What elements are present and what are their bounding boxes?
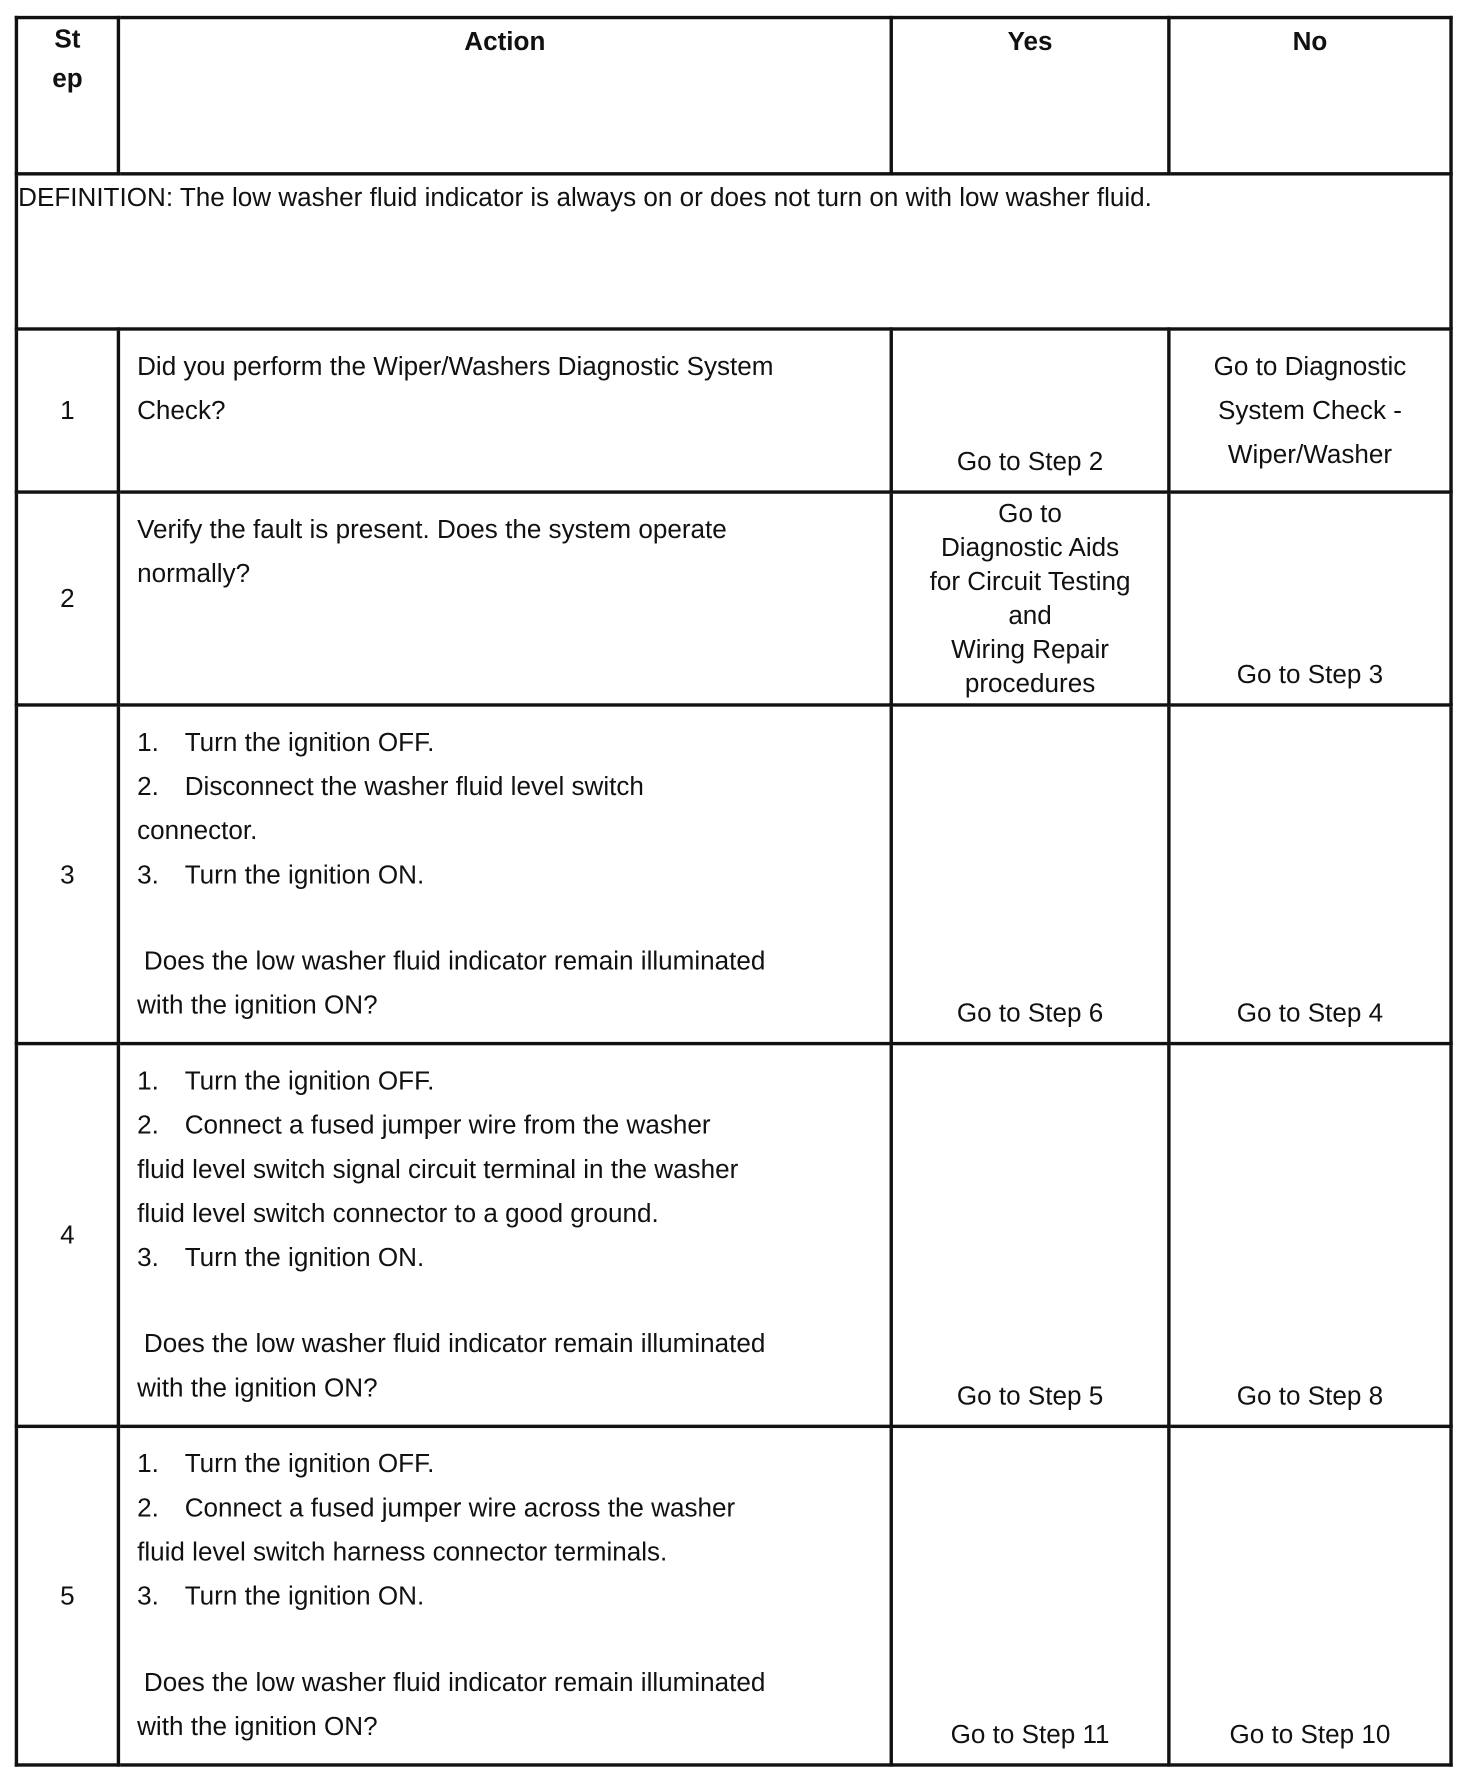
yes-outcome: Go to Step 6 — [891, 705, 1169, 1044]
action-item — [137, 1103, 878, 1147]
definition-text: DEFINITION: The low washer fluid indicator is always on or does not turn on with low washer fluid. — [16, 174, 1451, 329]
item-number: 3. — [137, 1580, 159, 1611]
question-line: with the ignition ON? — [137, 1372, 378, 1403]
step-number: 1 — [16, 329, 118, 492]
no-outcome: Go to Step 3 — [1169, 492, 1451, 705]
question-line: with the ignition ON? — [137, 1711, 378, 1741]
yes-line: Wiring Repair — [951, 634, 1109, 664]
yes-line: for Circuit Testing — [929, 566, 1131, 596]
header-step-line2: ep — [52, 63, 83, 93]
step-action — [118, 492, 891, 705]
item-text: Disconnect the washer fluid level switch — [184, 771, 644, 801]
yes-line: Go to — [998, 498, 1062, 528]
action-line: Did you perform the Wiper/Washers Diagnostic System — [137, 351, 774, 381]
action-item — [137, 853, 878, 897]
step-number: 4 — [16, 1044, 118, 1427]
yes-line: procedures — [964, 668, 1096, 698]
item-number: 1. — [137, 1065, 159, 1096]
header-row — [16, 18, 1451, 174]
step-row-3 — [16, 705, 1451, 1044]
action-line: Verify the fault is present. Does the system operate — [137, 514, 727, 544]
step-action — [118, 1044, 891, 1427]
action-item — [137, 720, 878, 764]
yes-outcome: Go to Step 5 — [891, 1044, 1169, 1427]
yes-outcome: Go to Step 11 — [891, 1426, 1169, 1765]
yes-line: Diagnostic Aids — [940, 532, 1120, 562]
step-action — [118, 705, 891, 1044]
no-line: Wiper/Washer — [1227, 439, 1393, 469]
item-number: 2. — [137, 771, 159, 801]
header-yes: Yes — [891, 18, 1169, 174]
action-item-continuation: fluid level switch signal circuit terminal in the washer — [137, 1154, 739, 1184]
no-outcome — [1169, 329, 1451, 492]
no-outcome: Go to Step 10 — [1169, 1426, 1451, 1765]
action-item-continuation: fluid level switch harness connector terminals. — [137, 1536, 668, 1567]
diagnostic-table — [15, 16, 1453, 1767]
item-text: Turn the ignition ON. — [184, 1242, 425, 1272]
question-line: Does the low washer fluid indicator remain illuminated — [143, 1328, 766, 1358]
action-item — [137, 1486, 878, 1530]
step-number: 3 — [16, 705, 118, 1044]
item-number: 3. — [137, 1242, 159, 1272]
item-text: Turn the ignition ON. — [184, 1580, 425, 1611]
item-text: Turn the ignition OFF. — [184, 727, 435, 757]
header-step — [16, 18, 118, 174]
action-item-continuation: connector. — [137, 815, 258, 845]
header-no: No — [1169, 18, 1451, 174]
no-line: System Check - — [1217, 395, 1402, 425]
definition-row — [16, 174, 1451, 329]
step-row-1 — [16, 329, 1451, 492]
item-number: 1. — [137, 1448, 159, 1478]
item-number: 2. — [137, 1492, 159, 1523]
step-action — [118, 1426, 891, 1765]
action-item — [137, 1059, 878, 1103]
action-item-continuation: fluid level switch connector to a good ground. — [137, 1198, 659, 1228]
step-row-5 — [16, 1426, 1451, 1765]
yes-outcome: Go to Step 2 — [891, 329, 1169, 492]
action-line: Check? — [137, 395, 226, 425]
step-number: 5 — [16, 1426, 118, 1765]
yes-line: and — [1008, 600, 1052, 630]
item-number: 1. — [137, 727, 159, 757]
no-line: Go to Diagnostic — [1213, 351, 1407, 381]
header-action: Action — [118, 18, 891, 174]
action-item — [137, 1236, 878, 1280]
action-line: normally? — [137, 558, 251, 588]
question-line: Does the low washer fluid indicator remain illuminated — [143, 945, 766, 976]
item-number: 2. — [137, 1109, 159, 1140]
step-row-4 — [16, 1044, 1451, 1427]
item-number: 3. — [137, 859, 159, 889]
no-outcome: Go to Step 4 — [1169, 705, 1451, 1044]
action-item — [137, 1442, 878, 1486]
item-text: Connect a fused jumper wire across the washer — [184, 1492, 736, 1523]
item-text: Turn the ignition ON. — [184, 859, 425, 889]
question-line: Does the low washer fluid indicator remain illuminated — [143, 1667, 766, 1697]
item-text: Turn the ignition OFF. — [184, 1448, 435, 1478]
yes-outcome — [891, 492, 1169, 705]
action-item — [137, 764, 878, 808]
action-item — [137, 1574, 878, 1618]
step-number: 2 — [16, 492, 118, 705]
item-text: Connect a fused jumper wire from the washer — [184, 1109, 711, 1140]
no-outcome: Go to Step 8 — [1169, 1044, 1451, 1427]
item-text: Turn the ignition OFF. — [184, 1065, 435, 1096]
header-step-line1: St — [54, 23, 81, 54]
step-action — [118, 329, 891, 492]
question-line: with the ignition ON? — [137, 989, 378, 1020]
step-row-2 — [16, 492, 1451, 705]
